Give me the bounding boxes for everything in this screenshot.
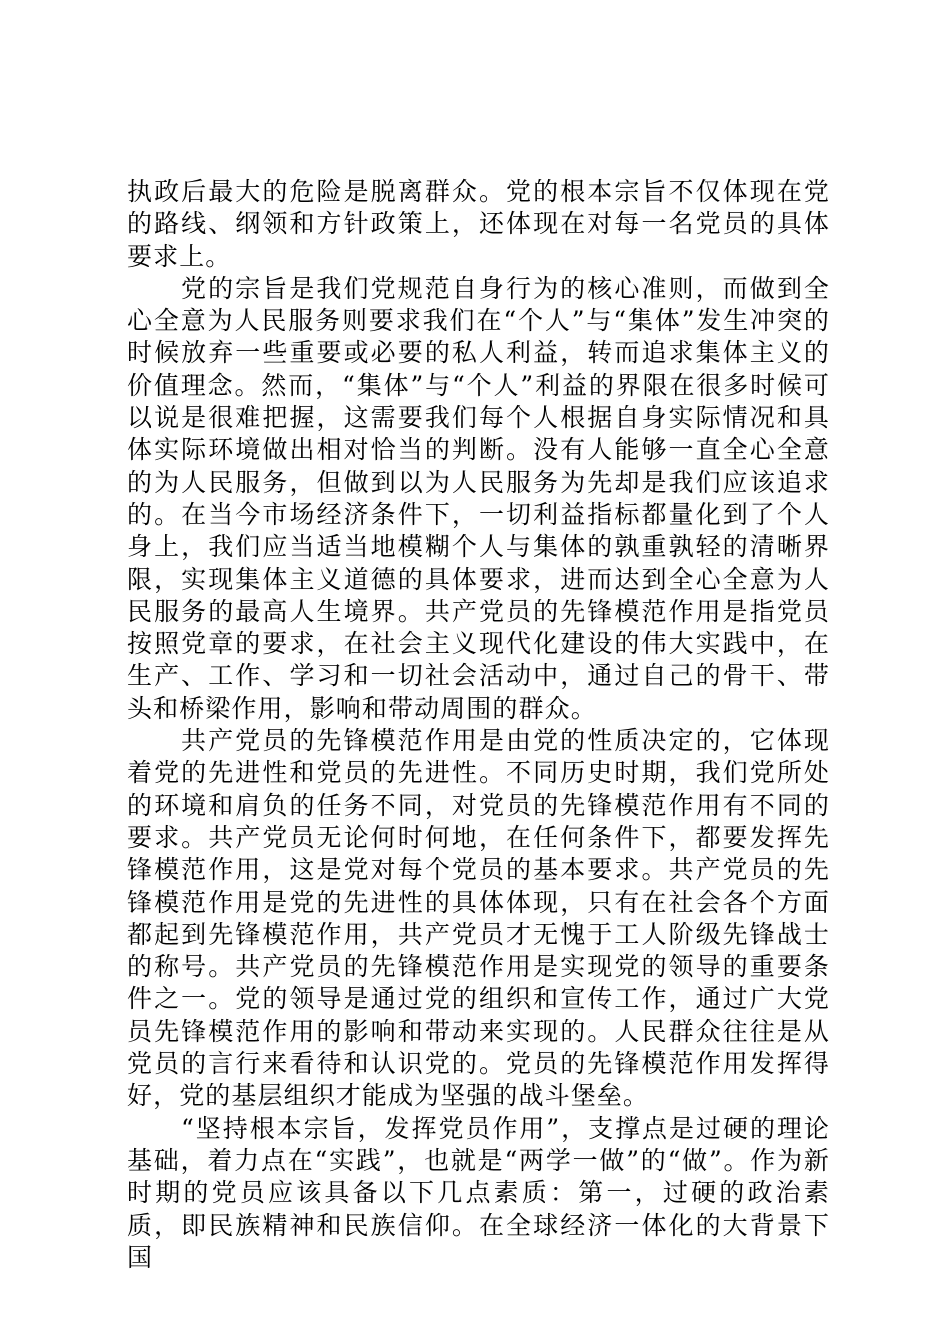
paragraph-3: 共产党员的先锋模范作用是由党的性质决定的，它体现着党的先进性和党员的先进性。不同历史时期，我们党所处的环境和肩负的任务不同，对党员的先锋模范作用有不同的要求。共产党员无论何时何地，在任何条件下，都要发挥先锋模范作用，这是党对每个党员的基本要求。共产党员的先锋模范作用是党的先进性的具体体现，只有在社会各个方面都起到先锋模范作用，共产党员才无愧于工人阶级先锋战士的称号。共产党员的先锋模范作用是实现党的领导的重要条件之一。党的领导是通过党的组织和宣传工作，通过广大党员先锋模范作用的影响和带动来实现的。人民群众往往是从党员的言行来看待和认识党的。党员的先锋模范作用发挥得好，党的基层组织才能成为坚强的战斗堡垒。 [127, 726, 830, 1111]
paragraph-2: 党的宗旨是我们党规范自身行为的核心准则，而做到全心全意为人民服务则要求我们在“个人”与“集体”发生冲突的时候放弃一些重要或必要的私人利益，转而追求集体主义的价值理念。然而，“集体”与“个人”利益的界限在很多时候可以说是很难把握，这需要我们每个人根据自身实际情况和具体实际环境做出相对恰当的判断。没有人能够一直全心全意的为人民服务，但做到以为人民服务为先却是我们应该追求的。在当今市场经济条件下，一切利益指标都量化到了个人身上，我们应当适当地模糊个人与集体的孰重孰轻的清晰界限，实现集体主义道德的具体要求，进而达到全心全意为人民服务的最高人生境界。共产党员的先锋模范作用是指党员按照党章的要求，在社会主义现代化建设的伟大实践中，在生产、工作、学习和一切社会活动中，通过自己的骨干、带头和桥梁作用，影响和带动周围的群众。 [127, 273, 830, 723]
document-body [127, 176, 830, 1274]
paragraph-4: “坚持根本宗旨，发挥党员作用”，支撑点是过硬的理论基础，着力点在“实践”，也就是“两学一做”的“做”。作为新时期的党员应该具备以下几点素质：第一，过硬的政治素质，即民族精神和民族信仰。在全球经济一体化的大背景下国 [127, 1113, 830, 1272]
paragraph-1: 执政后最大的危险是脱离群众。党的根本宗旨不仅体现在党的路线、纲领和方针政策上，还体现在对每一名党员的具体要求上。 [127, 177, 830, 271]
